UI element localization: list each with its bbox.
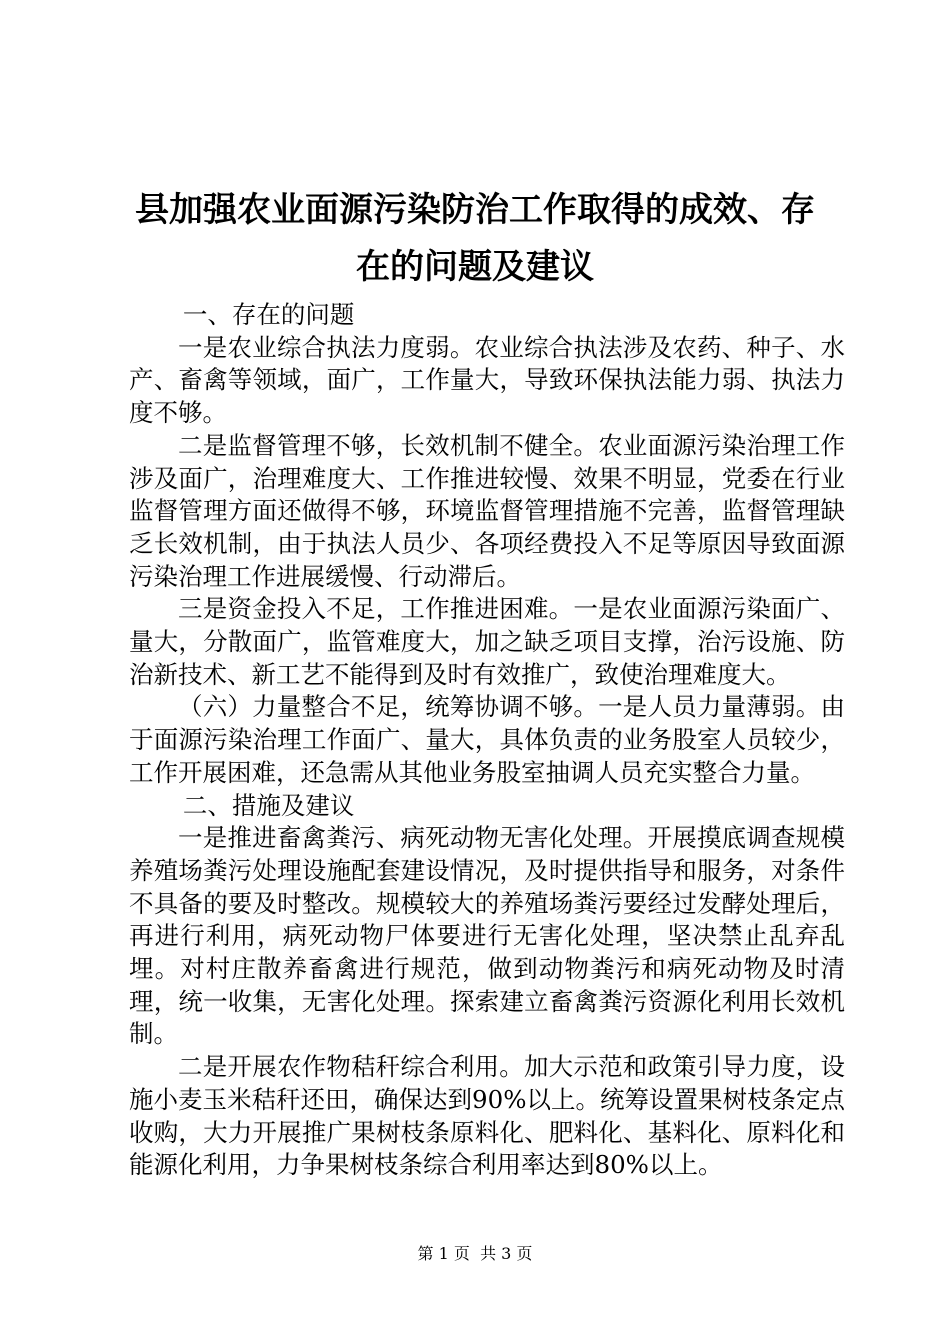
section-heading: 二、措施及建议 xyxy=(182,790,355,820)
page-number-footer: 第 1 页 共 3 页 xyxy=(417,1244,533,1263)
paragraph: 二是开展农作物秸秆综合利用。加大示范和政策引导力度，设施小麦玉米秸秆还田，确保达到90%以上。统筹设置果树枝条定点收购，大力开展推广果树枝条原料化、肥料化、基料化、原料化和能源化利用，力争果树枝条综合利用率达到80%以上。 xyxy=(129,1052,845,1180)
paragraph: （六）力量整合不足，统筹协调不够。一是人员力量薄弱。由于面源污染治理工作面广、量大，具体负责的业务股室人员较少，工作开展困难，还急需从其他业务股室抽调人员充实整合力量。 xyxy=(129,692,845,787)
paragraph: 三是资金投入不足，工作推进困难。一是农业面源污染面广、量大，分散面广，监管难度大，加之缺乏项目支撑，治污设施、防治新技术、新工艺不能得到及时有效推广，致使治理难度大。 xyxy=(129,594,845,689)
paragraph: 二是监督管理不够，长效机制不健全。农业面源污染治理工作涉及面广，治理难度大、工作推进较慢、效果不明显，党委在行业监督管理方面还做得不够，环境监督管理措施不完善，监督管理缺乏长效机制，由于执法人员少、各项经费投入不足等原因导致面源污染治理工作进展缓慢、行动滞后。 xyxy=(129,430,845,591)
document-title-line-2: 在的问题及建议 xyxy=(356,247,594,287)
document-body xyxy=(129,299,845,1182)
section-heading: 一、存在的问题 xyxy=(182,300,355,329)
document-title-line-1: 县加强农业面源污染防治工作取得的成效、存 xyxy=(135,190,815,230)
paragraph: 一是农业综合执法力度弱。农业综合执法涉及农药、种子、水产、畜禽等领域，面广，工作量大，导致环保执法能力弱、执法力度不够。 xyxy=(129,332,845,428)
paragraph: 一是推进畜禽粪污、病死动物无害化处理。开展摸底调查规模养殖场粪污处理设施配套建设情况，及时提供指导和服务，对条件不具备的要及时整改。规模较大的养殖场粪污要经过发酵处理后，再进行利用，病死动物尸体要进行无害化处理，坚决禁止乱弃乱埋。对村庄散养畜禽进行规范，做到动物粪污和病死动物及时清理，统一收集，无害化处理。探索建立畜禽粪污资源化利用长效机制。 xyxy=(129,823,845,1049)
